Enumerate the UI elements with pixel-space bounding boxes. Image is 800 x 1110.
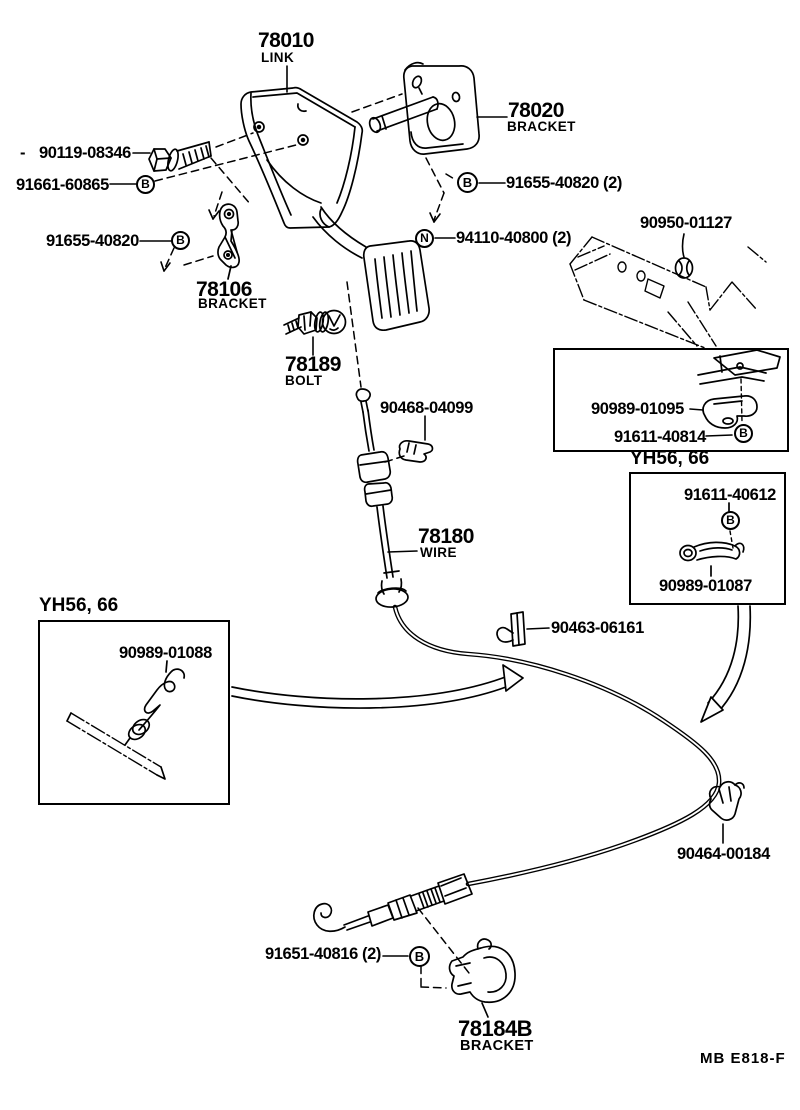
- label-90463-06161: 90463-06161: [551, 619, 644, 637]
- label-91655-40820: 91655-40820: [46, 232, 139, 250]
- upper-bracket-78020-drawing: [404, 63, 479, 154]
- callout-78180-name: WIRE: [420, 545, 457, 560]
- label-90119-08346: 90119-08346: [39, 144, 131, 162]
- callout-78189-number: 78189: [285, 353, 341, 376]
- pedal-pad-drawing: [364, 241, 429, 330]
- callout-78020-name: BRACKET: [507, 119, 576, 134]
- label-90468-04099: 90468-04099: [380, 399, 473, 417]
- badge-91655x2-b: B: [457, 172, 478, 193]
- cable-end-fittings-drawing: [314, 874, 472, 931]
- label-91661-60865: 91661-60865: [16, 176, 109, 194]
- bolt-90119-drawing: [149, 142, 211, 172]
- label-91651-40816: 91651-40816 (2): [265, 945, 382, 963]
- label-91611-40814: 91611-40814: [614, 428, 706, 446]
- callout-78010-number: 78010: [258, 29, 314, 52]
- label-90950-01127: 90950-01127: [640, 214, 732, 232]
- label-90464-00184: 90464-00184: [677, 845, 770, 863]
- clip-90468-drawing: [399, 441, 432, 462]
- label-91655-40820-x2: 91655-40820 (2): [506, 174, 623, 192]
- label-90989-01087: 90989-01087: [659, 577, 752, 595]
- label-91611-40612: 91611-40612: [684, 486, 776, 504]
- callout-78020-number: 78020: [508, 99, 564, 122]
- figure-code: MB E818-F: [700, 1050, 786, 1067]
- inset-caption-right: YH56, 66: [630, 448, 710, 469]
- callout-78010-name: LINK: [261, 50, 295, 65]
- badge-91661-b: B: [136, 175, 155, 194]
- dash-mark: -: [20, 144, 26, 162]
- label-90989-01095: 90989-01095: [591, 400, 684, 418]
- callout-78184b-number: 78184B: [458, 1016, 533, 1041]
- callout-78106-number: 78106: [196, 278, 252, 301]
- label-94110-40800: 94110-40800 (2): [456, 229, 572, 247]
- right-flow-arrow: [701, 606, 750, 722]
- callout-78106-name: BRACKET: [198, 296, 267, 311]
- callout-78184b-name: BRACKET: [460, 1038, 534, 1054]
- badge-91651-b: B: [409, 946, 430, 967]
- bracket-78184b-drawing: [450, 939, 516, 1002]
- label-90989-01088: 90989-01088: [119, 644, 212, 662]
- accel-link-drawing: [241, 88, 366, 258]
- firewall-panel-phantom: [570, 237, 766, 348]
- badge-94110-n: N: [415, 229, 434, 248]
- left-flow-arrow: [232, 665, 523, 708]
- clip-90463-drawing: [497, 612, 525, 646]
- bolt-78189-drawing: [284, 311, 346, 335]
- wire-78180-drawing: [356, 389, 408, 608]
- inset-caption-left: YH56, 66: [39, 595, 119, 616]
- cable-loop-drawing: [395, 607, 719, 884]
- grommet-90950-drawing: [676, 258, 693, 278]
- badge-91611-40814-b: B: [734, 424, 753, 443]
- clamp-90464-drawing: [710, 782, 744, 820]
- callout-78189-name: BOLT: [285, 373, 323, 388]
- callout-78180-number: 78180: [418, 525, 474, 548]
- badge-91611-40612-b: B: [721, 511, 740, 530]
- badge-91655-b: B: [171, 231, 190, 250]
- bracket-78106-drawing: [218, 204, 239, 279]
